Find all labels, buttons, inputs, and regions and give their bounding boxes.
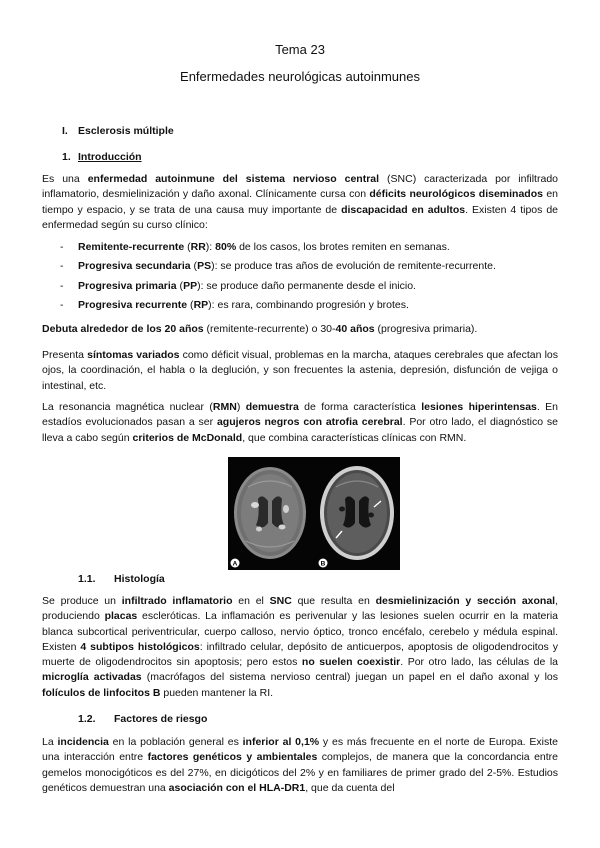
label-b: B	[320, 560, 326, 568]
section-1-1-1-number: 1.1.	[78, 573, 96, 585]
mri-scan-a	[234, 467, 306, 559]
section-1-1-2-number: 1.2.	[78, 713, 96, 725]
mri-figure	[228, 457, 400, 570]
section-1-1-2-title: Factores de riesgo	[114, 713, 208, 725]
onset-paragraph: Debuta alrededor de los 20 años (remitente-recurrente) o 30-40 años (progresiva primaria).	[42, 323, 478, 335]
bullet-dash: -	[60, 241, 64, 253]
risk-factors-paragraph: La incidencia en la población general es inferior al 0,1% y es más frecuente en el norte de Europa. Existe una interacción entre factores genéticos y ambientales complejos, de manera que la concordancia entre gemelos monocigóticos es del 27%, en dicigóticos del 2% y en familiares de primer grado del 2-5%. Estudios genéticos demuestran una asociación con el HLA-DR1, que da cuenta del	[42, 736, 558, 794]
mri-scan-b	[320, 466, 394, 560]
label-a: A	[232, 560, 238, 568]
intro-paragraph: Es una enfermedad autoinmune del sistema nervioso central (SNC) caracterizada por infiltrado inflamatorio, desmielinización y daño axonal. Clínicamente cursa con déficits neurológicos diseminados en tiempo y espacio, y se trata de una causa muy importante de discapacidad en adultos. Existen 4 tipos de enfermedad según su curso clínico:	[42, 173, 559, 231]
list-item	[60, 238, 496, 257]
mri-paragraph: La resonancia magnética nuclear (RMN) demuestra de forma característica lesiones hiperintensas. En estadíos evolucionados pasan a ser agujeros negros con atrofia cerebral. Por otro lado, el diagnóstico se lleva a cabo según criterios de McDonald, que combina características clínicas con RMN.	[42, 401, 558, 444]
bullet-dash: -	[60, 260, 64, 273]
section-1-title: Esclerosis múltiple	[78, 125, 174, 137]
histology-paragraph: Se produce un infiltrado inflamatorio en el SNC que resulta en desmielinización y sección axonal, produciendo placas escleróticas. La inflamación es perivenular y las lesiones suelen ocurrir en la materia blanca subcortical periventricular, cuerpo calloso, nervio óptico, tronco encéfalo, cerebelo y médula espinal. Existen 4 subtipos histológicos: infiltrado celular, depósito de anticuerpos, apoptosis de oligodendrocitos y muerte de oligodendrocitos sin apoptosis; pero estos no suelen coexistir. Por otro lado, las células de la microglía activadas (macrófagos del sistema nervioso central) juegan un papel en el daño axonal y los folículos de linfocitos B pueden mantener la RI.	[42, 595, 559, 699]
topic-heading: Tema 23	[275, 42, 325, 57]
section-1-number: I.	[62, 125, 68, 137]
symptoms-paragraph: Presenta síntomas variados como déficit visual, problemas en la marcha, ataques cerebrales que afectan los ojos, la coordinación, el habla o la deglución, y son frecuentes la astenia, depresión, disfunción de vejiga o intestinal, etc.	[42, 349, 559, 392]
bullet-dash: -	[60, 279, 64, 292]
page-title: Enfermedades neurológicas autoinmunes	[180, 69, 420, 84]
section-1-1-number: 1.	[62, 151, 71, 163]
type-rp-text: Progresiva recurrente (RP): es rara, combinando progresión y brotes.	[78, 298, 409, 311]
mri-image-svg	[228, 457, 400, 570]
list-item	[60, 257, 496, 276]
bullet-dash: -	[60, 298, 64, 311]
type-rr-text: Remitente-recurrente (RR): 80% de los casos, los brotes remiten en semanas.	[78, 241, 450, 253]
list-item	[60, 296, 496, 315]
list-item	[60, 277, 496, 296]
section-1-1-1-title: Histología	[114, 573, 165, 585]
disease-types-list	[60, 238, 496, 315]
type-ps-text: Progresiva secundaria (PS): se produce tras años de evolución de remitente-recurrente.	[78, 260, 496, 273]
type-pp-text: Progresiva primaria (PP): se produce daño permanente desde el inicio.	[78, 279, 416, 292]
section-1-1-title: Introducción	[78, 151, 142, 163]
